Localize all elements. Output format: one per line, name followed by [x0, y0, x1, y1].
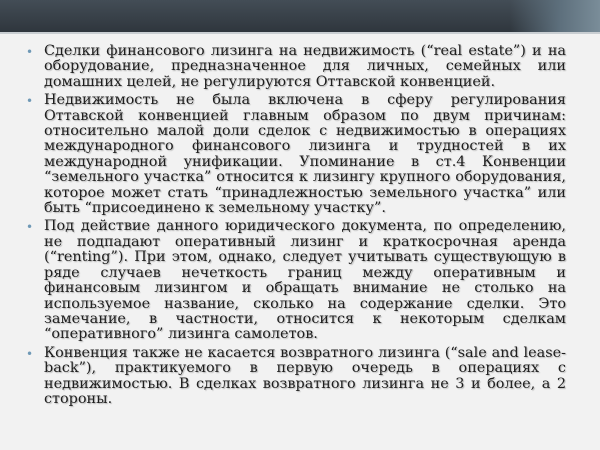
slide-header-bar — [0, 0, 600, 32]
bullet-marker: • — [26, 45, 34, 59]
bullet-text: Недвижимость не была включена в сферу регулирования Оттавской конвенцией главным образом по двум причинам: относительно малой доли сделок с недвижимостью в операциях международного финансового лизинга и трудностей в их международной унификации. Упоминание в ст.4 Конвенции “земельного участка” относится к лизингу крупного оборудования, которое может стать “принадлежностью земельного участка” или быть “присоединено к земельному участку”. — [44, 92, 566, 217]
bullet-marker: • — [26, 346, 34, 361]
slide-body — [26, 44, 566, 410]
bullet-marker: • — [26, 220, 34, 235]
header-divider — [0, 32, 600, 34]
bullet-item — [26, 44, 566, 90]
header-accent — [510, 0, 600, 32]
bullet-text: Под действие данного юридического документа, по определению, не подпадают оперативный лизинг и краткосрочная аренда (“renting”). При этом, однако, следует учитывать существующую в ряде случаев нечеткость границ между оперативным и финансовым лизингом и обращать внимание не столько на используемое название, сколько на содержание сделки. Это замечание, в частности, относится к некоторым сделкам “оперативного” лизинга самолетов. — [44, 218, 566, 343]
bullet-text: Конвенция также не касается возвратного лизинга (“sale and lease-back”), практикуемого в первую очередь в операциях с недвижимостью. В сделках возвратного лизинга не 3 и более, а 2 стороны. — [44, 344, 566, 407]
bullet-list — [26, 44, 566, 407]
bullet-text: Сделки финансового лизинга на недвижимость (“real estate”) и на оборудование, предназначенное для личных, семейных или домашних целей, не регулируются Оттавской конвенцией. — [44, 43, 566, 90]
bullet-item — [26, 346, 566, 408]
bullet-item — [26, 93, 566, 216]
bullet-marker: • — [26, 94, 34, 109]
bullet-item — [26, 219, 566, 342]
